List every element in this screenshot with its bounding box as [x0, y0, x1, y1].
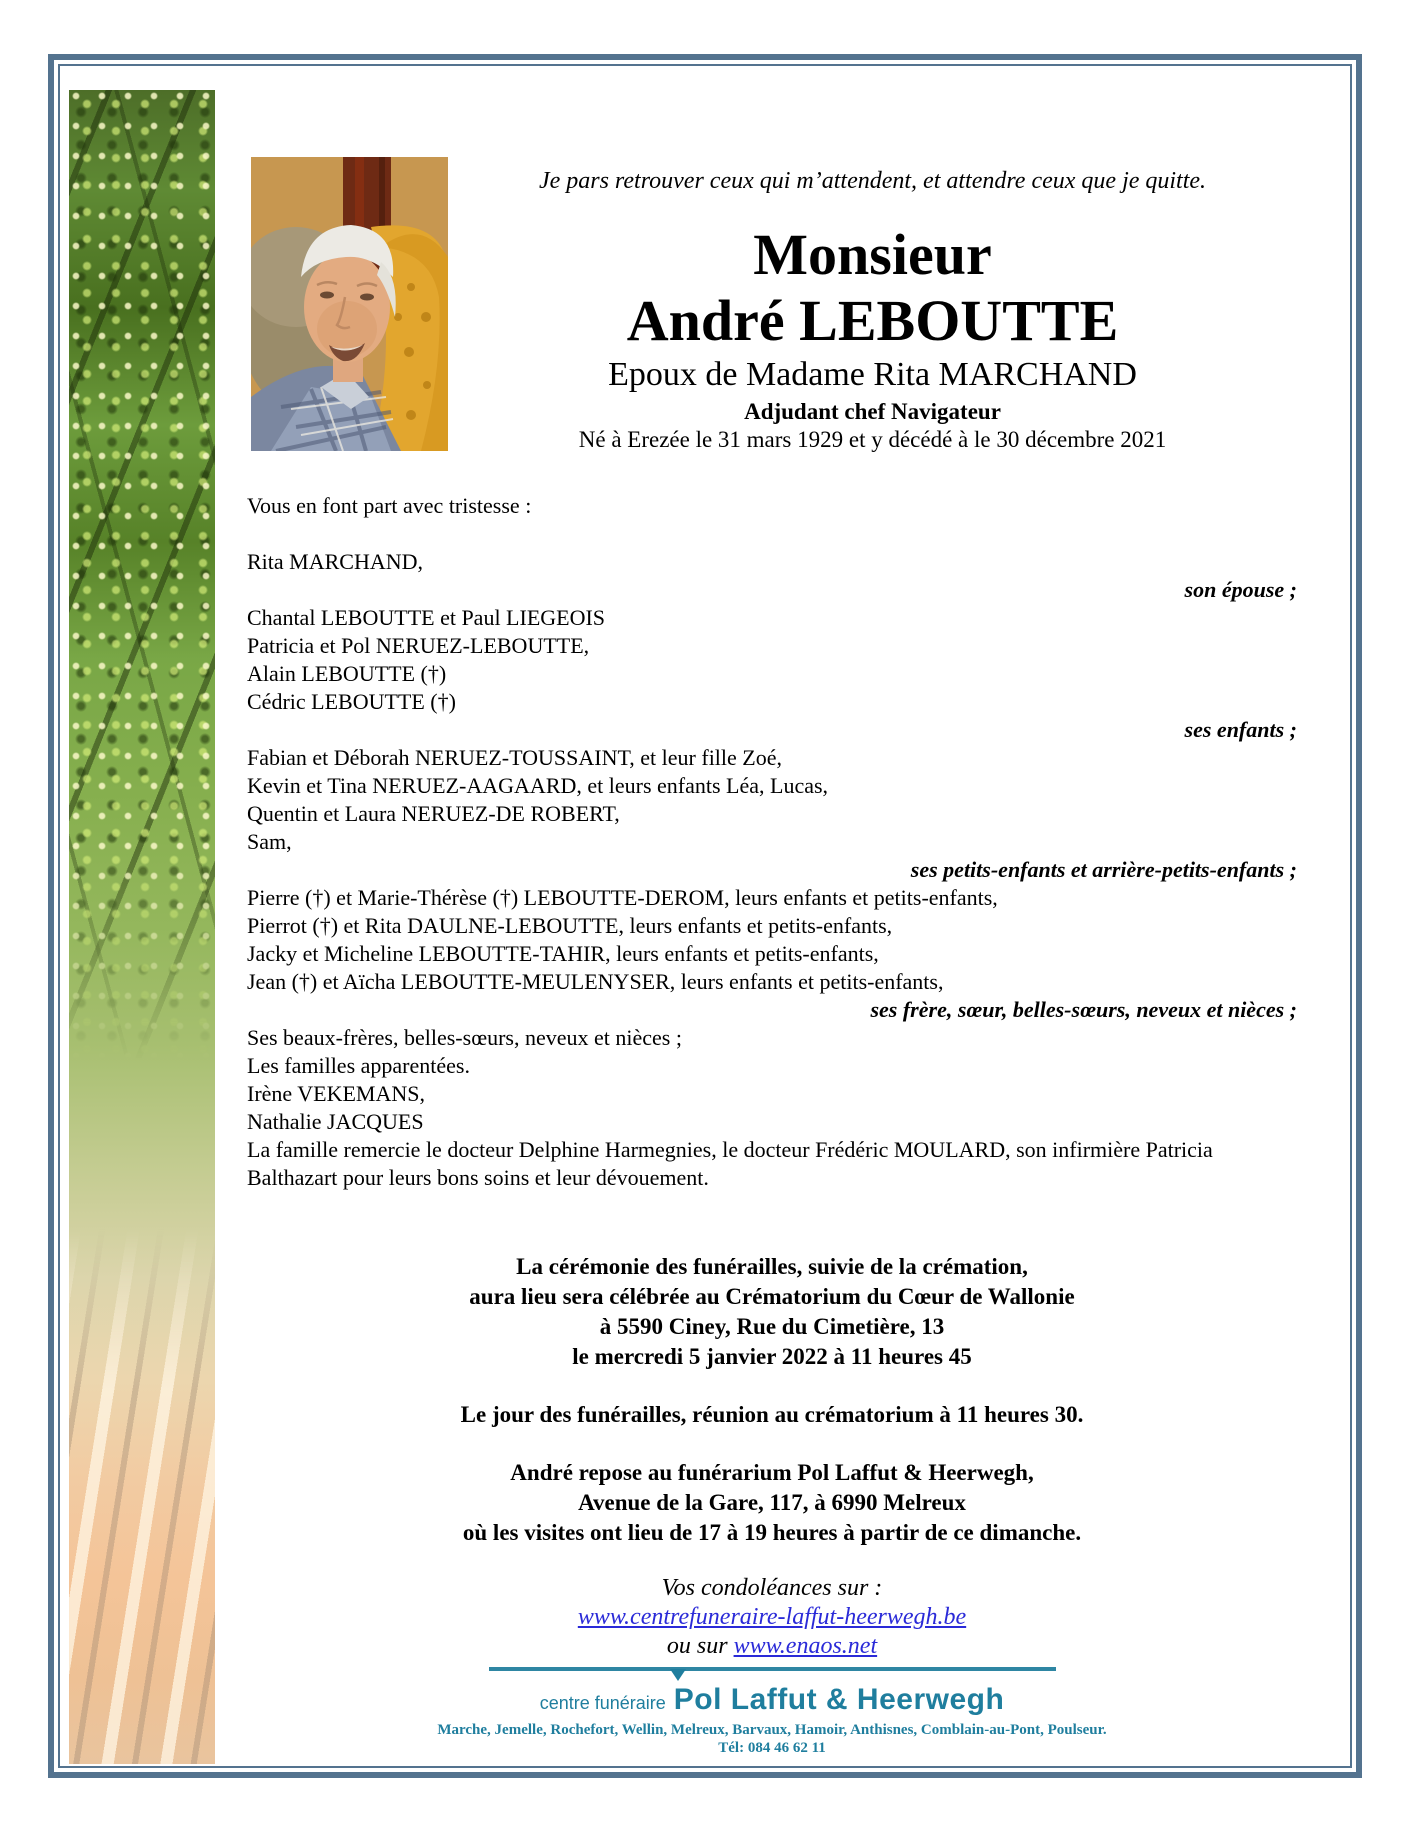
family-line: Quentin et Laura NERUEZ-DE ROBERT,	[247, 801, 620, 826]
family-line: Chantal LEBOUTTE et Paul LIEGEOIS	[247, 605, 606, 630]
announcement-intro: Vous en font part avec tristesse :	[247, 493, 532, 518]
deceased-name: André LEBOUTTE	[626, 288, 1119, 353]
family-line: Rita MARCHAND,	[247, 549, 424, 574]
ceremony-details	[247, 1252, 1297, 1548]
brand-descriptor: centre funéraire	[539, 1693, 666, 1713]
condolences	[247, 1574, 1297, 1661]
birth-death-dates: Né à Erezée le 31 mars 1929 et y décédé à le 30 décembre 2021	[578, 427, 1167, 452]
meeting-line: Le jour des funérailles, réunion au crématorium à 11 heures 30.	[460, 1402, 1084, 1427]
spacer	[247, 520, 1297, 548]
ceremony-line: à 5590 Ciney, Rue du Cimetière, 13	[599, 1314, 945, 1339]
family-line: Kevin et Tina NERUEZ-AAGAARD, et leurs enfants Léa, Lucas,	[247, 773, 829, 798]
brand-locations: Marche, Jemelle, Rochefort, Wellin, Melreux, Barvaux, Hamoir, Anthisnes, Comblain-au-Pont, Poulseur.	[437, 1722, 1107, 1738]
salutation: Monsieur	[753, 222, 992, 287]
condolences-link-secondary[interactable]: www.enaos.net	[733, 1633, 878, 1659]
sunlit-path-texture	[69, 1228, 215, 1764]
family-line: Alain LEBOUTTE (†)	[247, 661, 447, 686]
funeral-home-brand	[247, 1683, 1297, 1717]
nature-photo	[69, 90, 215, 1764]
family-line: Patricia et Pol NERUEZ-LEBOUTTE,	[247, 633, 590, 658]
relation-label: son épouse ;	[1184, 577, 1297, 602]
foliage-texture	[69, 90, 215, 1061]
spacer	[247, 1372, 1297, 1400]
family-line: Pierrot (†) et Rita DAULNE-LEBOUTTE, leurs enfants et petits-enfants,	[247, 913, 893, 938]
brand-triangle-icon	[670, 1669, 686, 1681]
family-line: Nathalie JACQUES	[247, 1109, 424, 1134]
family-line: Les familles apparentées.	[247, 1053, 470, 1078]
family-line: Irène VEKEMANS,	[247, 1081, 426, 1106]
brand-phone: Tél: 084 46 62 11	[718, 1740, 826, 1756]
military-rank: Adjudant chef Navigateur	[744, 399, 1001, 424]
family-line: Cédric LEBOUTTE (†)	[247, 689, 456, 714]
family-line: Jacky et Micheline LEBOUTTE-TAHIR, leurs enfants et petits-enfants,	[247, 941, 879, 966]
family-line: Pierre (†) et Marie-Thérèse (†) LEBOUTTE-DEROM, leurs enfants et petits-enfants,	[247, 885, 998, 910]
spouse-line: Epoux de Madame Rita MARCHAND	[608, 356, 1137, 393]
ceremony-line: aura lieu sera célébrée au Crématorium du Cœur de Wallonie	[469, 1284, 1075, 1309]
header	[448, 166, 1297, 454]
footer-divider	[489, 1667, 1056, 1671]
relation-label: ses enfants ;	[1184, 717, 1297, 742]
condolences-intro: Vos condoléances sur :	[661, 1575, 883, 1601]
family-line: Ses beaux-frères, belles-sœurs, neveux et nièces ;	[247, 1025, 682, 1050]
family-line: Jean (†) et Aïcha LEBOUTTE-MEULENYSER, leurs enfants et petits-enfants,	[247, 969, 944, 994]
memorial-quote: Je pars retrouver ceux qui m’attendent, et attendre ceux que je quitte.	[538, 168, 1207, 194]
thanks-line: La famille remercie le docteur Delphine Harmegnies, le docteur Frédéric MOULARD, son infirmière Patricia Balthazart pour leurs bons soins et leur dévouement.	[247, 1137, 1213, 1190]
ceremony-line: le mercredi 5 janvier 2022 à 11 heures 45	[572, 1344, 972, 1369]
ceremony-line: La cérémonie des funérailles, suivie de la crémation,	[516, 1254, 1028, 1279]
visits-line: où les visites ont lieu de 17 à 19 heures à partir de ce dimanche.	[462, 1520, 1082, 1545]
family-line: Fabian et Déborah NERUEZ-TOUSSAINT, et leur fille Zoé,	[247, 745, 782, 770]
spacer	[247, 1430, 1297, 1458]
relation-label: ses petits-enfants et arrière-petits-enfants ;	[910, 857, 1297, 882]
announcement	[247, 492, 1297, 1192]
family-line: Sam,	[247, 829, 292, 854]
condolences-link-primary[interactable]: www.centrefuneraire-laffut-heerwegh.be	[577, 1604, 967, 1630]
funeral-home-footer	[247, 1667, 1297, 1757]
condolences-prefix: ou sur	[666, 1633, 734, 1659]
repose-address-line: Avenue de la Gare, 117, à 6990 Melreux	[578, 1490, 966, 1515]
brand-name: Pol Laffut & Heerwegh	[674, 1683, 1005, 1717]
repose-line: André repose au funérarium Pol Laffut & Heerwegh,	[510, 1460, 1034, 1485]
portrait-photo	[251, 157, 448, 451]
relation-label: ses frère, sœur, belles-sœurs, neveux et nièces ;	[870, 997, 1297, 1022]
